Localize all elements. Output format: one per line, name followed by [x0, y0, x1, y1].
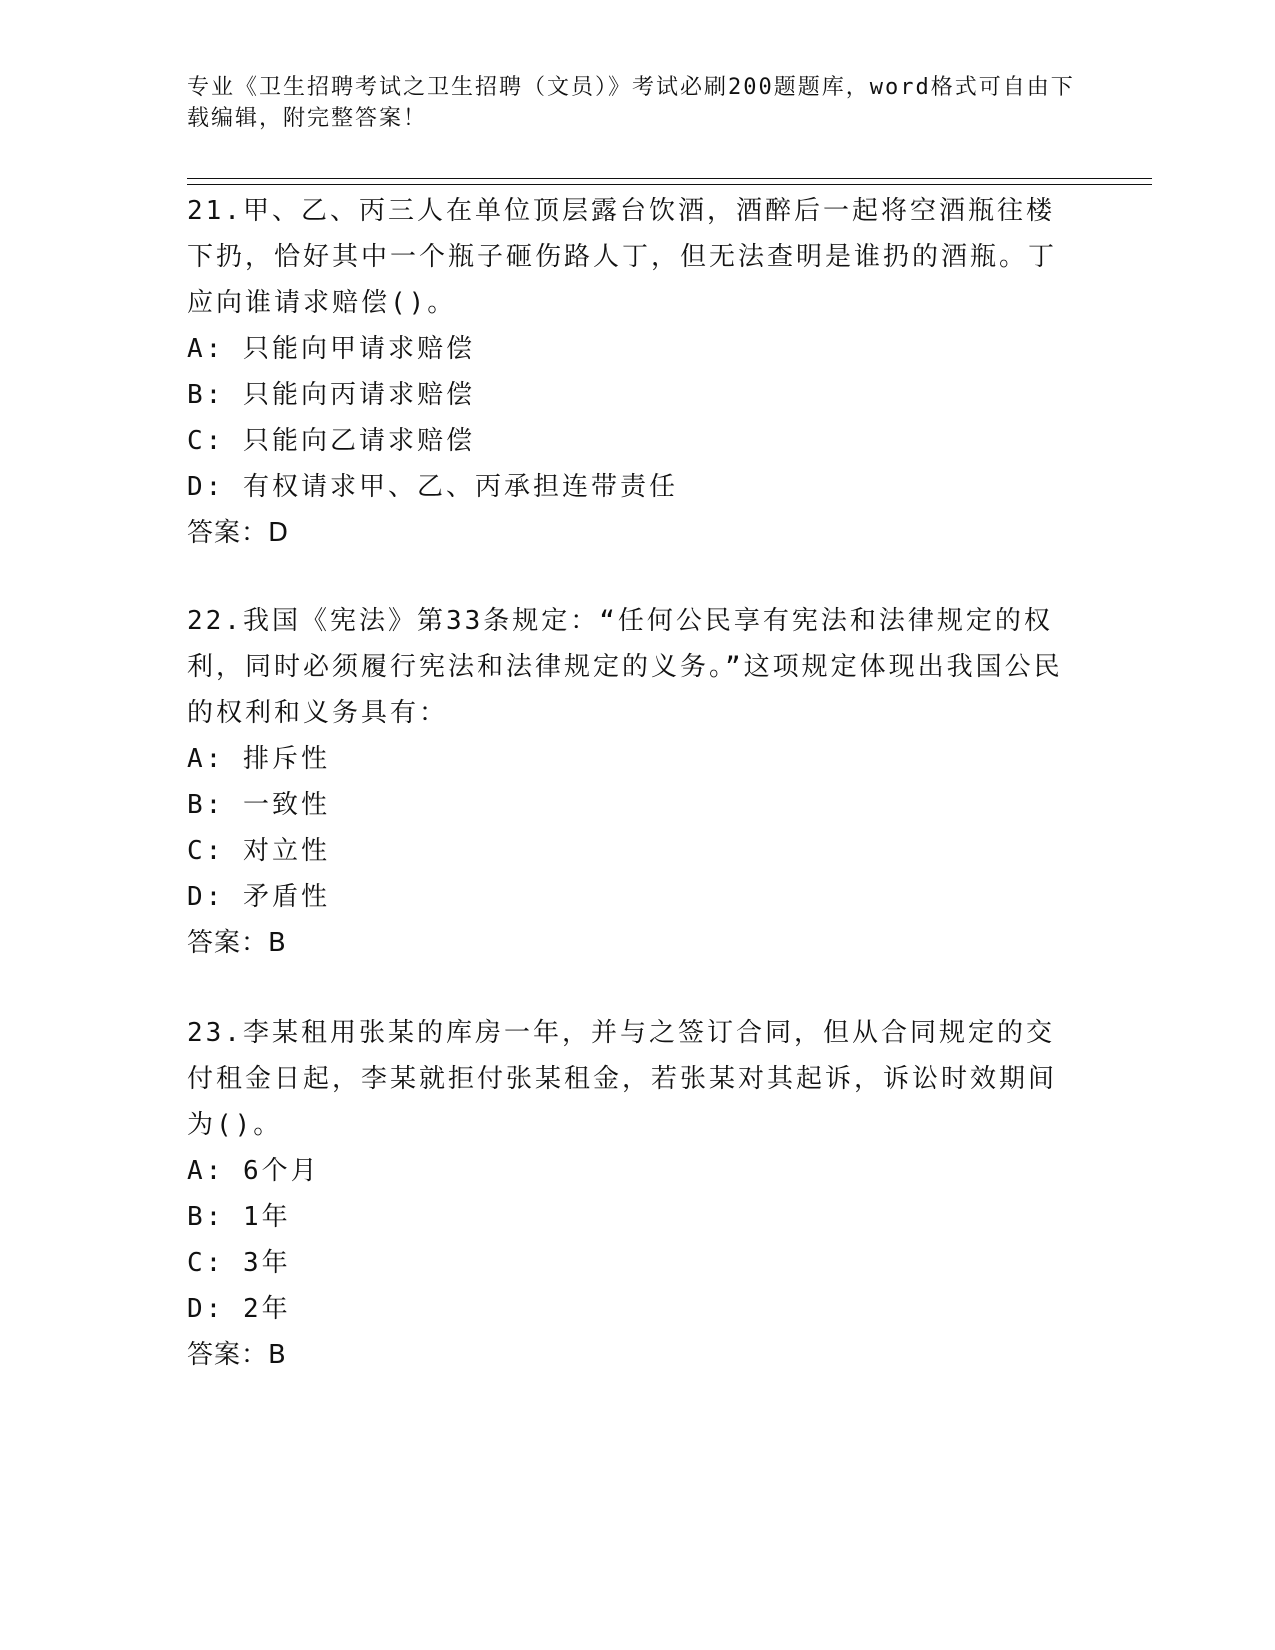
question-21 [187, 188, 1077, 556]
question-23 [187, 1010, 1077, 1378]
option-b: B: 只能向丙请求赔偿 [187, 380, 475, 410]
document-header: 专业《卫生招聘考试之卫生招聘（文员）》考试必刷200题题库，word格式可自由下载编辑，附完整答案！ [187, 75, 1075, 131]
option-a: A: 只能向甲请求赔偿 [187, 334, 475, 364]
option-c: C: 3年 [187, 1248, 291, 1278]
question-stem: 21.甲、乙、丙三人在单位顶层露台饮酒，酒醉后一起将空酒瓶往楼下扔，恰好其中一个瓶子砸伤路人丁，但无法查明是谁扔的酒瓶。丁应向谁请求赔偿()。 [187, 196, 1058, 318]
option-b: B: 1年 [187, 1202, 291, 1232]
header-divider-bottom [187, 184, 1152, 185]
option-d: D: 矛盾性 [187, 882, 330, 912]
answer-line: 答案：B [187, 928, 287, 958]
answer-line: 答案：B [187, 1340, 287, 1370]
option-d: D: 2年 [187, 1294, 291, 1324]
question-stem: 23.李某租用张某的库房一年，并与之签订合同，但从合同规定的交付租金日起，李某就拒付张某租金，若张某对其起诉，诉讼时效期间为()。 [187, 1018, 1058, 1140]
header-divider-top [187, 178, 1152, 179]
question-22 [187, 598, 1077, 966]
option-b: B: 一致性 [187, 790, 330, 820]
option-c: C: 只能向乙请求赔偿 [187, 426, 475, 456]
option-a: A: 排斥性 [187, 744, 330, 774]
option-a: A: 6个月 [187, 1156, 320, 1186]
question-stem: 22.我国《宪法》第33条规定：“任何公民享有宪法和法律规定的权利，同时必须履行宪法和法律规定的义务。”这项规定体现出我国公民的权利和义务具有： [187, 606, 1063, 728]
option-d: D: 有权请求甲、乙、丙承担连带责任 [187, 472, 678, 502]
answer-line: 答案：D [187, 518, 290, 548]
option-c: C: 对立性 [187, 836, 330, 866]
